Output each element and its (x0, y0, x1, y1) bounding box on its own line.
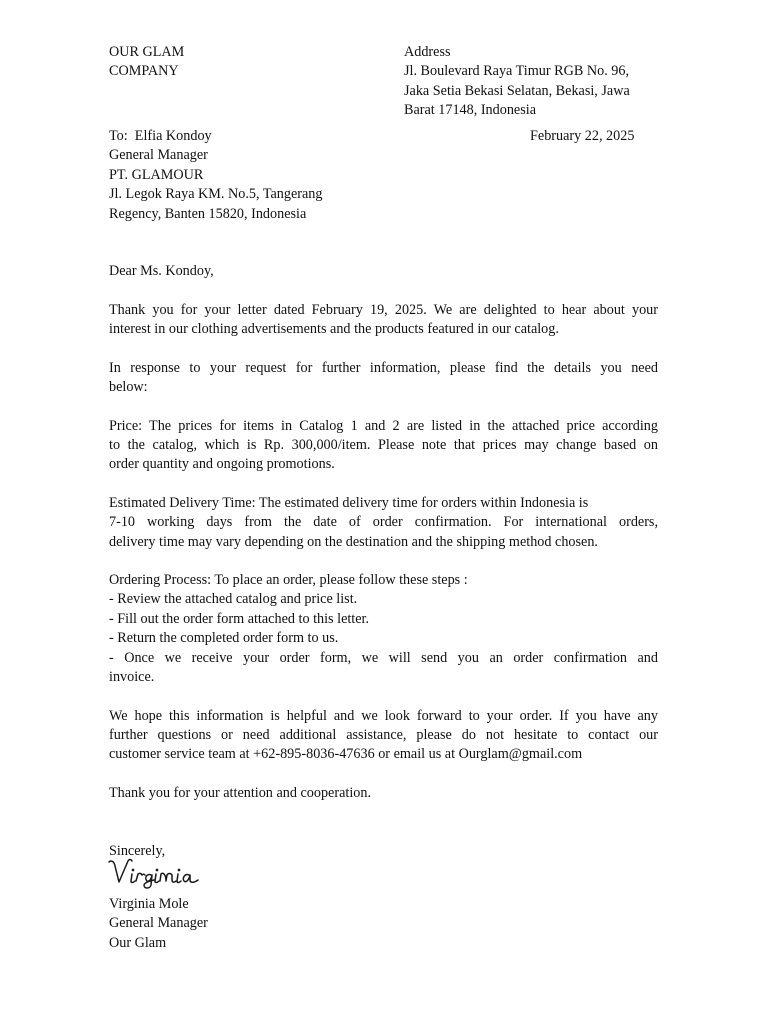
recipient-block (109, 127, 322, 224)
address-line: Jaka Setia Bekasi Selatan, Bekasi, Jawa (404, 82, 630, 99)
order-step: invoice. (109, 669, 155, 686)
body-line: Ordering Process: To place an order, please follow these steps : (109, 572, 468, 589)
body-paragraph-price (109, 417, 658, 475)
company-name-line: COMPANY (109, 63, 179, 80)
body-paragraph-delivery (109, 494, 658, 552)
body-line: below: (109, 379, 148, 396)
order-step: - Review the attached catalog and price list. (109, 591, 358, 608)
recipient-line: Jl. Legok Raya KM. No.5, Tangerang (109, 186, 323, 203)
body-line: In response to your request for further information, please find the details you need (109, 359, 658, 376)
recipient-line: PT. GLAMOUR (109, 166, 204, 183)
body-paragraph-thanks (109, 784, 658, 803)
signer-title: General Manager (109, 915, 208, 932)
recipient-line: General Manager (109, 147, 208, 164)
body-paragraph (109, 301, 658, 340)
sender-address (404, 43, 630, 121)
order-step: - Fill out the order form attached to this letter. (109, 610, 370, 627)
signer-name: Virginia Mole (109, 896, 189, 912)
body-line: further questions or need additional assistance, please do not hesitate to contact our (109, 726, 658, 743)
address-line: Barat 17148, Indonesia (404, 102, 536, 119)
body-paragraph-contact (109, 707, 658, 765)
body-line: customer service team at +62-895-8036-47636 or email us at Ourglam@gmail.com (109, 746, 583, 763)
order-step: - Once we receive your order form, we will send you an order confirmation and (109, 649, 658, 666)
body-line: Thank you for your attention and cooperation. (109, 784, 371, 801)
body-line: Estimated Delivery Time: The estimated delivery time for orders within Indonesia is (109, 494, 589, 511)
letter-body (109, 301, 658, 822)
signer-block (109, 895, 208, 953)
body-line: interest in our clothing advertisements and the products featured in our catalog. (109, 321, 559, 338)
company-name-line: OUR GLAM (109, 44, 185, 60)
body-paragraph (109, 359, 658, 398)
body-paragraph-ordering (109, 571, 658, 687)
sender-company (109, 43, 184, 82)
body-line: to the catalog, which is Rp. 300,000/item. Please note that prices may change based on (109, 437, 658, 454)
salutation: Dear Ms. Kondoy, (109, 263, 214, 279)
body-line: Thank you for your letter dated February 19, 2025. We are delighted to hear about your (109, 302, 658, 318)
recipient-line: Regency, Banten 15820, Indonesia (109, 205, 307, 222)
address-line: Jl. Boulevard Raya Timur RGB No. 96, (404, 63, 630, 80)
body-line: order quantity and ongoing promotions. (109, 456, 335, 473)
body-line: 7-10 working days from the date of order confirmation. For international orders, (109, 514, 658, 531)
body-line: We hope this information is helpful and we look forward to your order. If you have any (109, 707, 658, 724)
signature-drawing (106, 852, 210, 890)
body-line: delivery time may vary depending on the destination and the shipping method chosen. (109, 533, 598, 550)
letter-date: February 22, 2025 (530, 128, 635, 144)
order-step: - Return the completed order form to us. (109, 630, 339, 647)
closing: Sincerely, (109, 843, 166, 859)
signer-company: Our Glam (109, 934, 167, 951)
address-label: Address (404, 44, 451, 60)
handwritten-signature (106, 852, 210, 890)
body-line: Price: The prices for items in Catalog 1 and 2 are listed in the attached price according (109, 417, 658, 434)
recipient-to-line: To: Elfia Kondoy (109, 128, 212, 144)
